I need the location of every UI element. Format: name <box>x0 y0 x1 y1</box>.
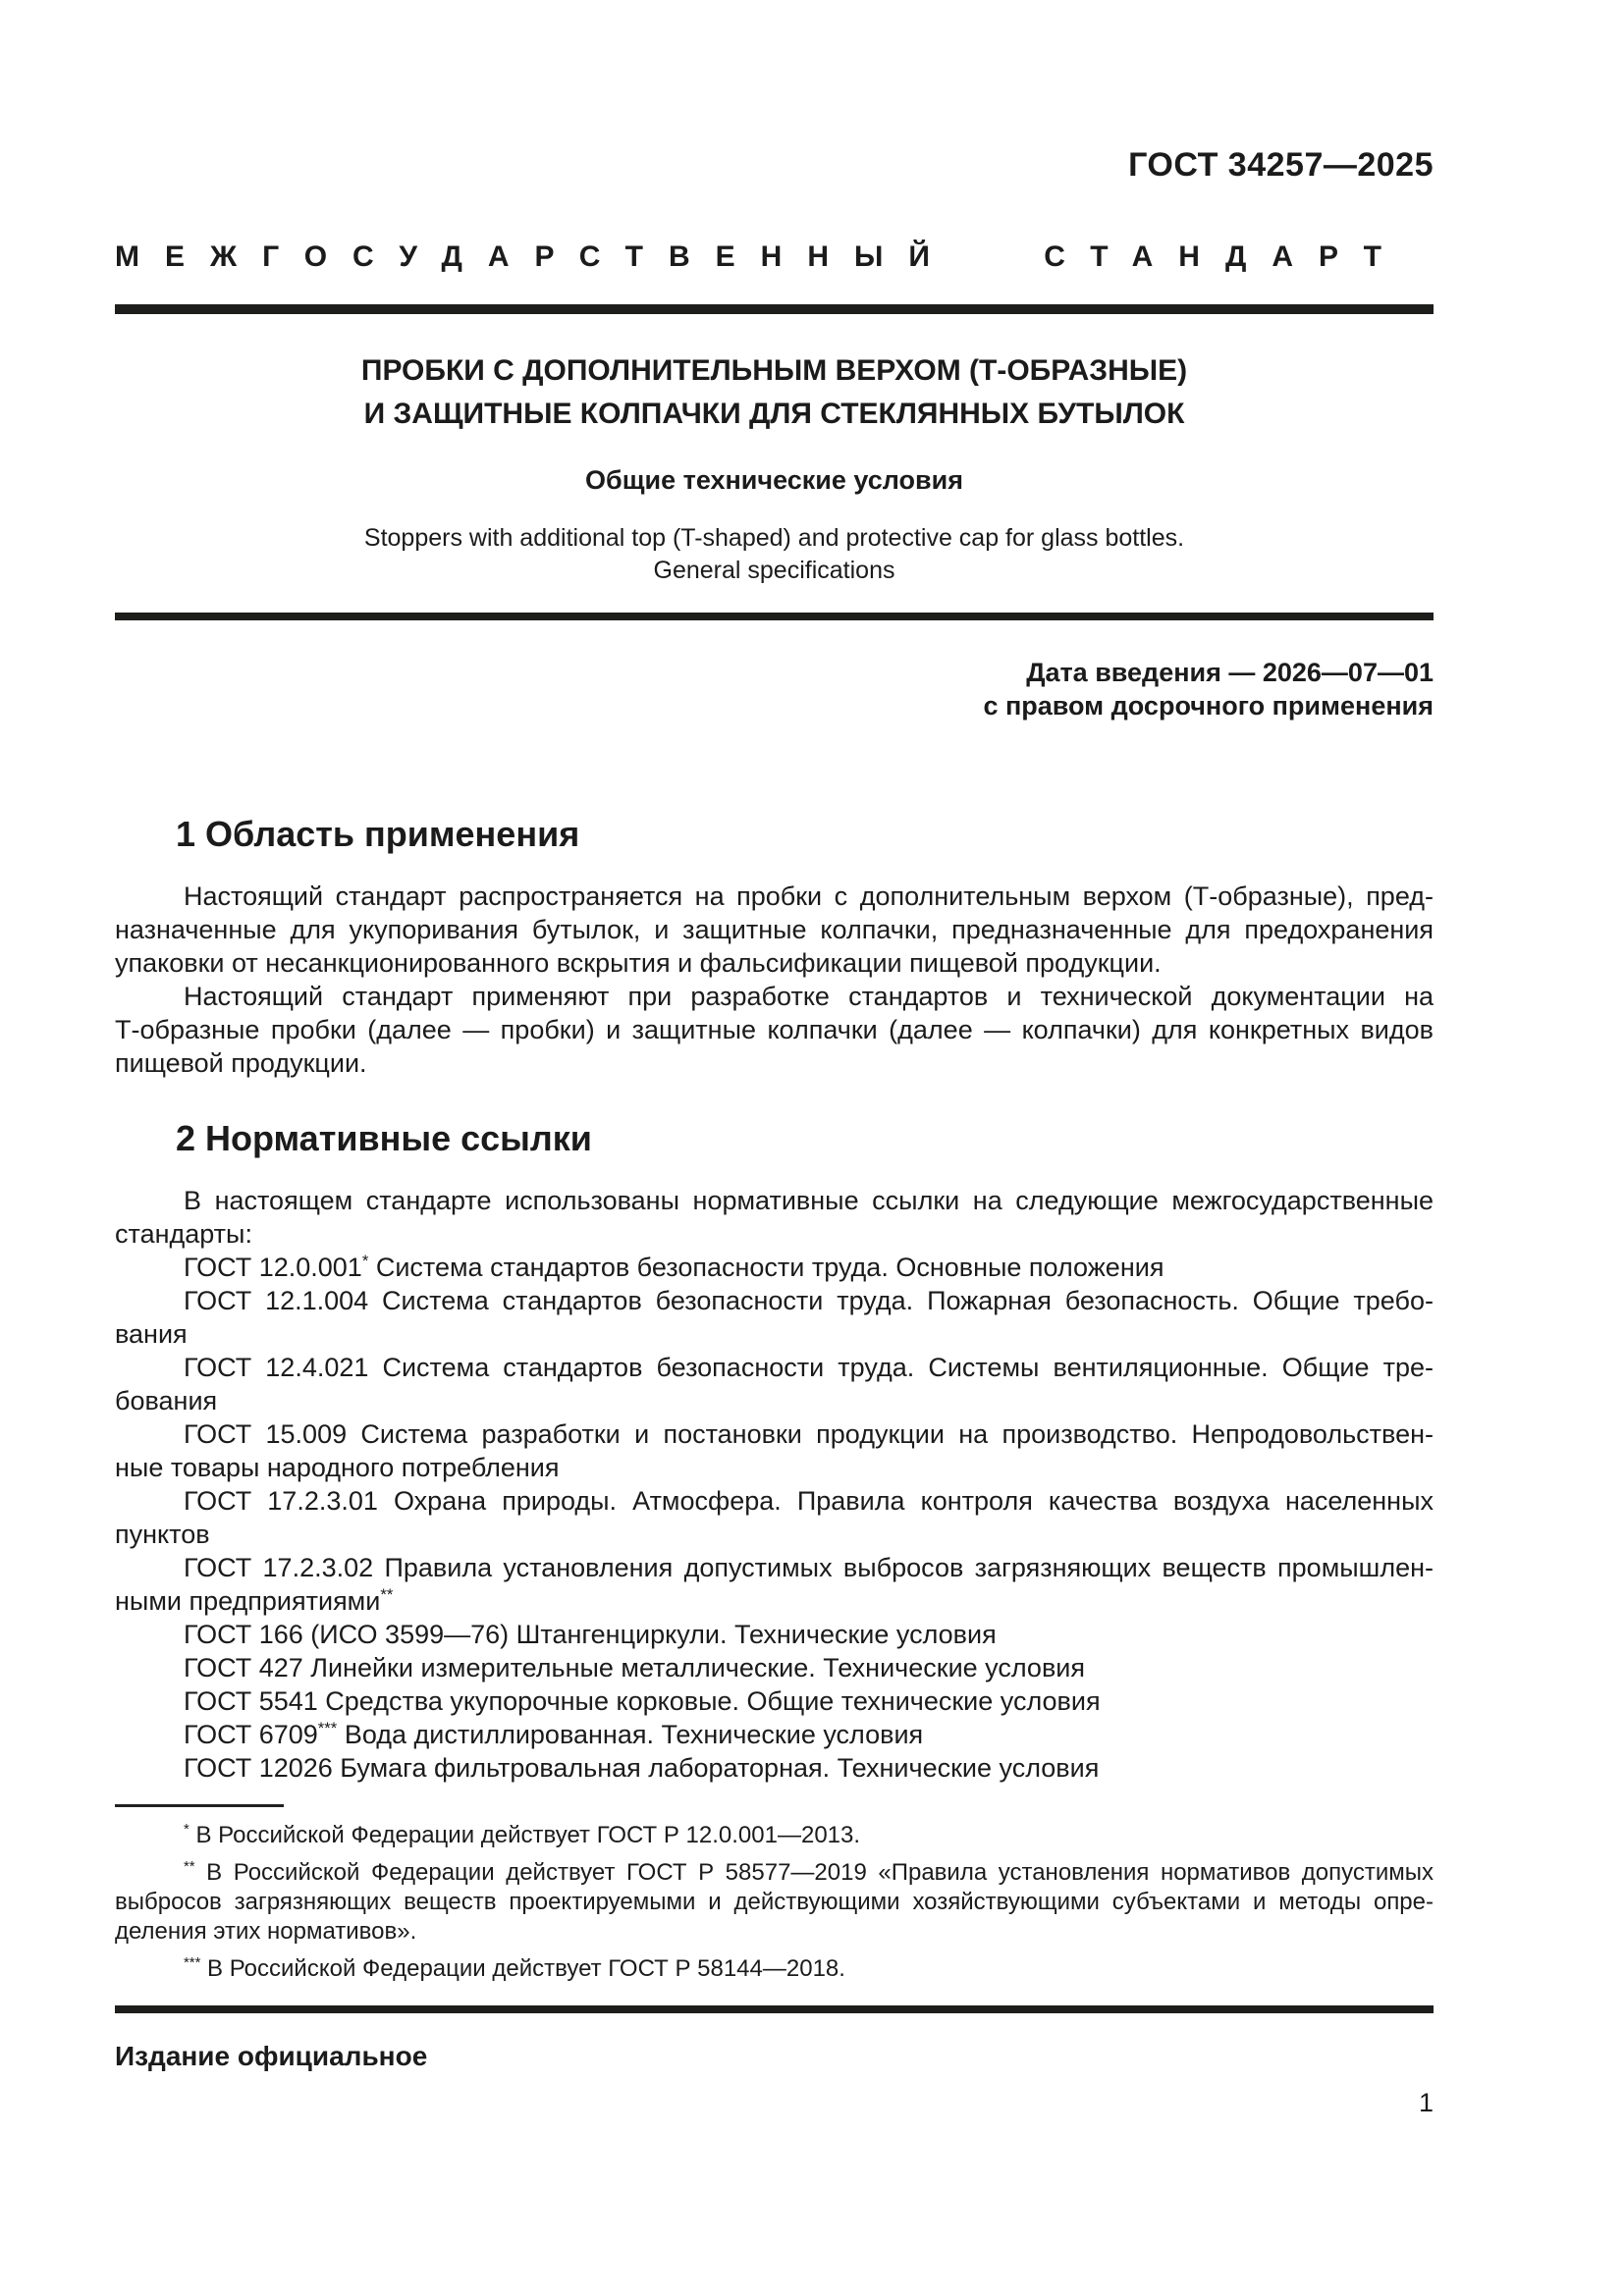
header-rule <box>115 304 1434 314</box>
title-ru-line2: И ЗАЩИТНЫЕ КОЛПАЧКИ ДЛЯ СТЕКЛЯННЫХ БУТЫЛОК <box>363 398 1185 430</box>
effective-date-line1: Дата введения — 2026—07—01 <box>1026 658 1434 687</box>
effective-date-line2: с правом досрочного применения <box>983 691 1434 721</box>
effective-date-block <box>115 656 1434 722</box>
subtitle-ru: Общие технические условия <box>585 465 963 495</box>
footnote-line: выбросов загрязняющих веществ проектируемыми и действующими хозяйствующими субъектами и методы опре- <box>115 1889 1434 1915</box>
footnotes-block <box>115 1804 1434 1984</box>
title-ru-line1: ПРОБКИ С ДОПОЛНИТЕЛЬНЫМ ВЕРХОМ (Т-ОБРАЗНЫЕ) <box>360 354 1188 387</box>
reference-line: бования <box>115 1386 218 1415</box>
footer-rule <box>115 2005 1434 2013</box>
title-en <box>115 522 1434 587</box>
section-1-paragraph-1 <box>115 880 1434 980</box>
reference-line: ГОСТ 12026 Бумага фильтровальная лабораторная. Технические условия <box>184 1753 1100 1783</box>
footnote-line: ** В Российской Федерации действует ГОСТ Р 58577—2019 «Правила установления нормативов допустимых <box>184 1859 1434 1886</box>
section-2-heading: 2 Нормативные ссылки <box>176 1118 592 1158</box>
reference-line: ГОСТ 5541 Средства укупорочные корковые. Общие технические условия <box>184 1686 1101 1716</box>
text-line: пищевой продукции. <box>115 1048 367 1078</box>
reference-line: ГОСТ 17.2.3.01 Охрана природы. Атмосфера. Правила контроля качества воздуха населенных <box>184 1486 1434 1516</box>
title-en-line1: Stoppers with additional top (T-shaped) and protective cap for glass bottles. <box>363 524 1185 552</box>
section-1-heading: 1 Область применения <box>176 814 580 854</box>
reference-line: ГОСТ 12.4.021 Система стандартов безопасности труда. Системы вентиляционные. Общие тре- <box>184 1353 1434 1382</box>
text-line: стандарты: <box>115 1219 252 1249</box>
text-line: В настоящем стандарте использованы нормативные ссылки на следующие межгосударственные <box>184 1186 1434 1215</box>
reference-line: ГОСТ 427 Линейки измерительные металлические. Технические условия <box>184 1653 1085 1682</box>
title-block <box>115 349 1434 587</box>
footnote-line: *** В Российской Федерации действует ГОСТ Р 58144—2018. <box>184 1955 845 1982</box>
text-line: Настоящий стандарт применяют при разработке стандартов и технической документации на <box>184 982 1434 1011</box>
reference-line: ГОСТ 6709*** Вода дистиллированная. Технические условия <box>184 1719 924 1749</box>
text-line: Т-образные пробки (далее — пробки) и защитные колпачки (далее — колпачки) для конкретных видов <box>115 1015 1434 1044</box>
reference-line: ГОСТ 15.009 Система разработки и постановки продукции на производство. Непродовольствен- <box>184 1419 1434 1449</box>
text-line: упаковки от несанкционированного вскрытия и фальсификации пищевой продукции. <box>115 948 1162 978</box>
footnote <box>115 1954 1434 1984</box>
references-list <box>115 1251 1434 1785</box>
edition-label: Издание официальное <box>115 2041 428 2071</box>
footnote <box>115 1858 1434 1947</box>
footnote-line: * В Российской Федерации действует ГОСТ Р 12.0.001—2013. <box>184 1822 861 1848</box>
reference-line: ГОСТ 12.1.004 Система стандартов безопасности труда. Пожарная безопасность. Общие требо- <box>184 1286 1434 1315</box>
reference-line: ГОСТ 12.0.001* Система стандартов безопасности труда. Основные положения <box>184 1252 1164 1282</box>
reference-line: ГОСТ 17.2.3.02 Правила установления допустимых выбросов загрязняющих веществ промышлен- <box>184 1553 1434 1582</box>
footnote-separator <box>115 1804 284 1807</box>
section-1-paragraph-2 <box>115 980 1434 1080</box>
text-line: Настоящий стандарт распространяется на пробки с дополнительным верхом (Т-образные), пред- <box>184 881 1434 911</box>
text-line: назначенные для укупоривания бутылок, и защитные колпачки, предназначенные для предохранения <box>115 915 1434 944</box>
reference-line: пунктов <box>115 1520 210 1549</box>
document-code: ГОСТ 34257—2025 <box>1128 146 1434 184</box>
reference-line: ные товары народного потребления <box>115 1453 560 1482</box>
page-number: 1 <box>1418 2088 1434 2117</box>
reference-line: ГОСТ 166 (ИСО 3599—76) Штангенциркули. Технические условия <box>184 1620 997 1649</box>
footnote <box>115 1821 1434 1850</box>
title-rule <box>115 613 1434 620</box>
footnotes-list <box>115 1821 1434 1984</box>
reference-line: ными предприятиями** <box>115 1585 394 1616</box>
footnote-line: деления этих нормативов». <box>115 1918 417 1945</box>
reference-line: вания <box>115 1319 188 1349</box>
title-en-line2: General specifications <box>653 557 895 584</box>
section-2-intro <box>115 1184 1434 1251</box>
standard-type-label: МЕЖГОСУДАРСТВЕННЫЙ СТАНДАРТ <box>115 240 1407 273</box>
